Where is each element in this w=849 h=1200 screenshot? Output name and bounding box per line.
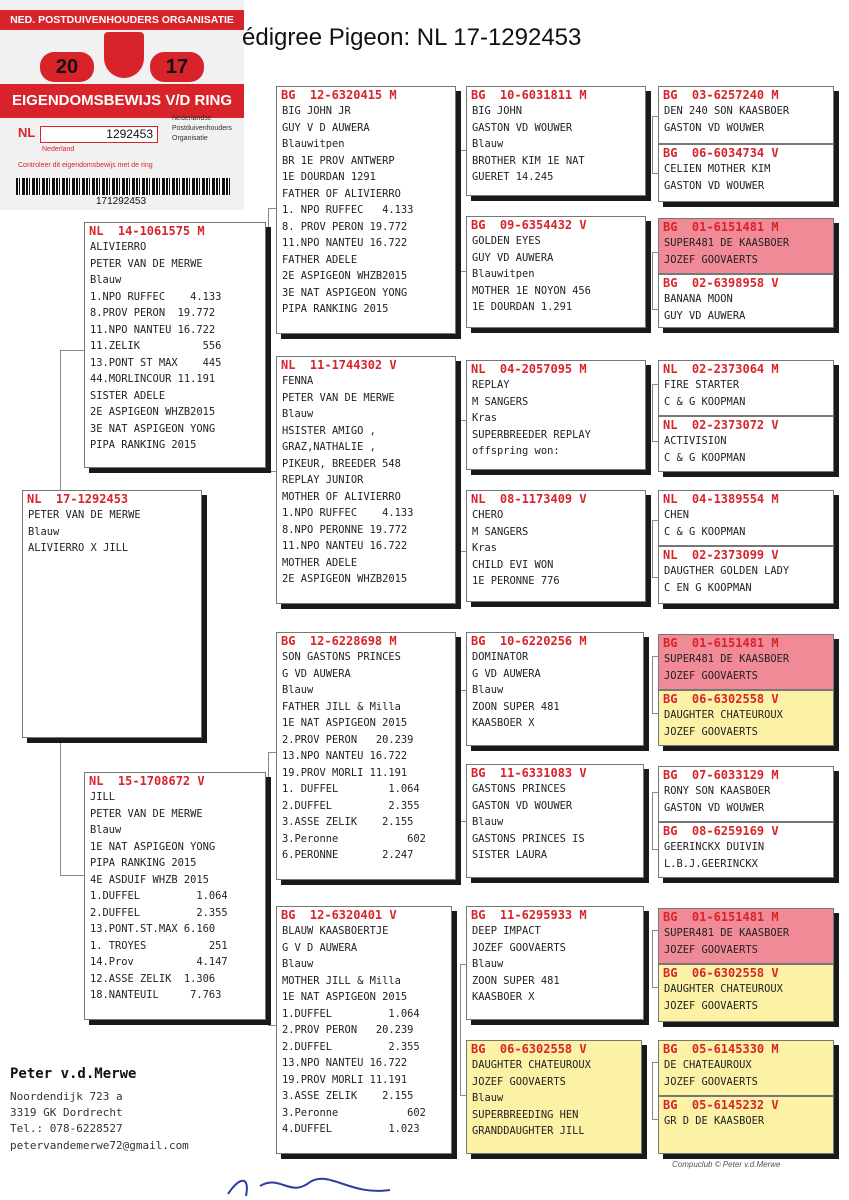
pigeon-info-line: GUY V D AUWERA xyxy=(282,121,370,134)
pedigree-card-g9 xyxy=(658,634,834,690)
year-right: 17 xyxy=(150,52,204,82)
pigeon-info-line: offspring won: xyxy=(472,445,560,457)
ring-number: BG 02-6398958 V xyxy=(663,276,779,290)
pigeon-info-line: JOZEF GOOVAERTS xyxy=(664,999,758,1012)
ring-number: BG 05-6145232 V xyxy=(663,1098,779,1112)
ring-number: BG 01-6151481 M xyxy=(663,220,779,234)
pigeon-info-line: 1. DUFFEL 1.064 xyxy=(282,783,420,795)
pigeon-info-line: CELIEN MOTHER KIM xyxy=(664,163,771,175)
pedigree-card-g5 xyxy=(658,360,834,416)
pigeon-info-line: GASTON VD WOUWER xyxy=(664,179,765,192)
pedigree-card-sss xyxy=(466,86,646,196)
pigeon-info-line: JOZEF GOOVAERTS xyxy=(472,941,566,954)
pigeon-info-line: 1E PERONNE 776 xyxy=(472,575,560,587)
pigeon-info-line: PIPA RANKING 2015 xyxy=(282,303,389,315)
pigeon-info-line: DEN 240 SON KAASBOER xyxy=(664,105,790,117)
breeder-address-1: Noordendijk 723 a xyxy=(10,1090,123,1103)
pigeon-info-line: PETER VAN DE MERWE xyxy=(90,807,203,820)
pigeon-info-line: ZOON SUPER 481 xyxy=(472,974,560,987)
ring-number: NL 02-2373064 M xyxy=(663,362,779,376)
pedigree-card-dds xyxy=(466,906,644,1020)
pedigree-card-dsd xyxy=(466,764,644,878)
pigeon-info-line: PETER VAN DE MERWE xyxy=(282,391,395,404)
org-line: Organisatie xyxy=(172,135,208,142)
org-line: Postduivenhouders xyxy=(172,125,232,132)
ring-number: BG 05-6145330 M xyxy=(663,1042,779,1056)
pigeon-info-line: 8.PROV PERON 19.772 xyxy=(90,307,216,319)
pigeon-info-line: DE CHATEAUROUX xyxy=(664,1059,752,1071)
pigeon-info-line: BLAUW KAASBOERTJE xyxy=(282,925,389,937)
ownership-control: Controleer dit eigendomsbewijs met de ring xyxy=(18,162,153,169)
pigeon-info-line: 8.NPO PERONNE 19.772 xyxy=(282,523,408,536)
pedigree-card-ds xyxy=(276,632,456,880)
ring-number: NL 17-1292453 xyxy=(27,492,129,506)
pigeon-info-line: Blauw xyxy=(282,408,314,420)
pedigree-card-ssd xyxy=(466,216,646,328)
ring-number: BG 12-6320401 V xyxy=(281,908,397,922)
pedigree-card-sire xyxy=(84,222,266,468)
pigeon-info-line: KAASBOER X xyxy=(472,717,535,729)
page-title: édigree Pigeon: NL 17-1292453 xyxy=(242,24,582,51)
pigeon-info-line: 2E ASPIGEON WHZB2015 xyxy=(282,270,408,282)
pigeon-info-line: JILL xyxy=(90,791,116,803)
pigeon-info-line: GUY VD AUWERA xyxy=(472,251,554,264)
pigeon-info-line: MOTHER 1E NOYON 456 xyxy=(472,284,591,297)
pigeon-info-line: C & G KOOPMAN xyxy=(664,395,746,408)
breeder-name: Peter v.d.Merwe xyxy=(10,1066,137,1082)
pedigree-card-sdd xyxy=(466,490,646,602)
pigeon-info-line: 1E DOURDAN 1.291 xyxy=(472,301,573,313)
pigeon-info-line: CHILD EVI WON xyxy=(472,558,554,571)
pigeon-info-line: 2.PROV PERON 20.239 xyxy=(282,1024,414,1036)
pigeon-info-line: 11.NPO NANTEU 16.722 xyxy=(90,323,216,336)
pigeon-info-line: BIG JOHN xyxy=(472,105,523,117)
pigeon-info-line: Blauw xyxy=(472,1092,504,1104)
ring-number: BG 11-6331083 V xyxy=(471,766,587,780)
pigeon-info-line: 6.PERONNE 2.247 xyxy=(282,849,414,861)
pigeon-info-line: Blauw xyxy=(90,824,122,836)
pigeon-info-line: FATHER JILL & Milla xyxy=(282,700,401,713)
pigeon-info-line: JOZEF GOOVAERTS xyxy=(472,1075,566,1088)
ownership-band: EIGENDOMSBEWIJS V/D RING xyxy=(0,84,244,118)
pigeon-info-line: FATHER ADELE xyxy=(282,253,358,266)
pigeon-info-line: DAUGTHER GOLDEN LADY xyxy=(664,565,790,577)
pedigree-card-sds xyxy=(466,360,646,470)
pigeon-info-line: C & G KOOPMAN xyxy=(664,451,746,464)
pigeon-info-line: 2E ASPIGEON WHZB2015 xyxy=(282,573,408,585)
pigeon-info-line: SISTER ADELE xyxy=(90,389,166,402)
ownership-country: NL xyxy=(18,125,36,140)
pedigree-card-g1 xyxy=(658,86,834,144)
pigeon-info-line: GRANDDAUGHTER JILL xyxy=(472,1125,585,1137)
pigeon-info-line: 19.PROV MORLI 11.191 xyxy=(282,1073,408,1086)
pedigree-card-g10 xyxy=(658,690,834,746)
pigeon-info-line: Blauw xyxy=(28,525,60,538)
pigeon-info-line: 1E NAT ASPIGEON 2015 xyxy=(282,717,408,729)
pigeon-info-line: ACTIVISION xyxy=(664,435,727,447)
pedigree-card-ss xyxy=(276,86,456,334)
pedigree-card-g8 xyxy=(658,546,834,604)
ring-number: BG 09-6354432 V xyxy=(471,218,587,232)
pigeon-info-line: 1.DUFFEL 1.064 xyxy=(282,1007,420,1020)
pigeon-info-line: PETER VAN DE MERWE xyxy=(28,509,141,521)
pigeon-info-line: SUPER481 DE KAASBOER xyxy=(664,653,790,665)
pigeon-info-line: CHEN xyxy=(664,509,690,521)
pigeon-info-line: 18.NANTEUIL 7.763 xyxy=(90,989,222,1001)
pigeon-info-line: G VD AUWERA xyxy=(282,667,351,680)
pigeon-info-line: Blauw xyxy=(472,138,504,150)
pigeon-info-line: FIRE STARTER xyxy=(664,379,740,391)
pigeon-info-line: SUPER481 DE KAASBOER xyxy=(664,237,790,249)
pigeon-info-line: SON GASTONS PRINCES xyxy=(282,651,401,663)
pigeon-info-line: 1. NPO RUFFEC 4.133 xyxy=(282,204,414,216)
pigeon-info-line: 12.ASSE ZELIK 1.306 xyxy=(90,972,216,985)
pedigree-card-g15 xyxy=(658,1040,834,1096)
pigeon-info-line: JOZEF GOOVAERTS xyxy=(664,725,758,738)
pigeon-info-line: BROTHER KIM 1E NAT xyxy=(472,154,585,167)
pigeon-info-line: L.B.J.GEERINCKX xyxy=(664,857,758,870)
pigeon-info-line: 3.Peronne 602 xyxy=(282,1106,426,1119)
pedigree-card-dss xyxy=(466,632,644,746)
pigeon-info-line: 44.MORLINCOUR 11.191 xyxy=(90,373,216,385)
pedigree-card-subject xyxy=(22,490,202,738)
pigeon-info-line: Blauw xyxy=(282,684,314,696)
ring-number: BG 10-6220256 M xyxy=(471,634,587,648)
pigeon-info-line: DAUGHTER CHATEUROUX xyxy=(664,983,783,995)
ring-number: NL 14-1061575 M xyxy=(89,224,205,238)
pigeon-info-line: 3.ASSE ZELIK 2.155 xyxy=(282,816,414,828)
pigeon-info-line: GASTON VD WOUWER xyxy=(472,799,573,812)
pigeon-info-line: DOMINATOR xyxy=(472,651,529,663)
pedigree-card-g7 xyxy=(658,490,834,546)
pigeon-info-line: 11.NPO NANTEU 16.722 xyxy=(282,237,408,249)
ring-number: BG 01-6151481 M xyxy=(663,910,779,924)
pedigree-card-g14 xyxy=(658,964,834,1022)
pigeon-info-line: 14.Prov 4.147 xyxy=(90,956,228,968)
pigeon-info-line: JOZEF GOOVAERTS xyxy=(664,253,758,266)
ownership-country-name: Nederland xyxy=(42,146,75,153)
ownership-org-lines xyxy=(172,114,232,144)
pedigree-card-sd xyxy=(276,356,456,604)
pigeon-info-line: PETER VAN DE MERWE xyxy=(90,257,203,270)
pigeon-info-line: Blauwitpen xyxy=(282,138,345,150)
pigeon-info-line: 3E NAT ASPIGEON YONG xyxy=(90,422,216,435)
pigeon-info-line: HSISTER AMIGO , xyxy=(282,424,376,437)
pedigree-card-g2 xyxy=(658,144,834,202)
ring-number: BG 08-6259169 V xyxy=(663,824,779,838)
org-line: Nederlandse xyxy=(172,115,212,122)
pigeon-info-line: BR 1E PROV ANTWERP xyxy=(282,154,395,167)
ownership-org: NED. POSTDUIVENHOUDERS ORGANISATIE xyxy=(0,10,244,30)
ring-number: BG 06-6302558 V xyxy=(663,692,779,706)
pigeon-info-line: FATHER OF ALIVIERRO xyxy=(282,187,401,200)
pigeon-info-line: 2.DUFFEL 2.355 xyxy=(282,799,420,812)
ring-number: NL 04-2057095 M xyxy=(471,362,587,376)
ring-number: NL 02-2373099 V xyxy=(663,548,779,562)
breeder-address-2: 3319 GK Dordrecht xyxy=(10,1106,123,1119)
ring-number: NL 02-2373072 V xyxy=(663,418,779,432)
ring-number: NL 11-1744302 V xyxy=(281,358,397,372)
pigeon-info-line: 3.Peronne 602 xyxy=(282,832,426,845)
pigeon-info-line: 1.NPO RUFFEC 4.133 xyxy=(282,507,414,519)
ring-number: BG 01-6151481 M xyxy=(663,636,779,650)
pigeon-info-line: GUY VD AUWERA xyxy=(664,309,746,322)
pigeon-info-line: MOTHER JILL & Milla xyxy=(282,974,401,987)
barcode-icon xyxy=(16,178,230,195)
pigeon-info-line: C & G KOOPMAN xyxy=(664,525,746,538)
pigeon-info-line: 1E NAT ASPIGEON YONG xyxy=(90,840,216,853)
pigeon-info-line: 1E NAT ASPIGEON 2015 xyxy=(282,991,408,1003)
pigeon-info-line: 11.ZELIK 556 xyxy=(90,340,222,352)
pigeon-info-line: Blauw xyxy=(472,816,504,828)
lion-shield-icon xyxy=(104,32,144,78)
pigeon-info-line: ALIVIERRO xyxy=(90,241,147,253)
pigeon-info-line: FENNA xyxy=(282,375,314,387)
pigeon-info-line: BANANA MOON xyxy=(664,293,733,305)
ring-number: BG 06-6034734 V xyxy=(663,146,779,160)
pigeon-info-line: SUPERBREEDING HEN xyxy=(472,1108,579,1121)
breeder-email: petervandemerwe72@gmail.com xyxy=(10,1139,189,1152)
pigeon-info-line: BIG JOHN JR xyxy=(282,105,351,117)
pigeon-info-line: SUPERBREEDER REPLAY xyxy=(472,428,591,441)
pigeon-info-line: 1E DOURDAN 1291 xyxy=(282,171,376,183)
pigeon-info-line: 13.PONT ST MAX 445 xyxy=(90,356,222,369)
pigeon-info-line: Kras xyxy=(472,542,498,554)
pigeon-info-line: 2.DUFFEL 2.355 xyxy=(282,1040,420,1053)
pigeon-info-line: KAASBOER X xyxy=(472,991,535,1003)
pigeon-info-line: DAUGHTER CHATEUROUX xyxy=(664,709,783,721)
pigeon-info-line: 1.DUFFEL 1.064 xyxy=(90,890,228,902)
pigeon-info-line: GRAZ,NATHALIE , xyxy=(282,441,376,453)
ring-number: BG 12-6228698 M xyxy=(281,634,397,648)
ring-number: BG 10-6031811 M xyxy=(471,88,587,102)
ownership-ring: 1292453 xyxy=(40,126,158,143)
pedigree-card-g11 xyxy=(658,766,834,822)
pigeon-info-line: MOTHER ADELE xyxy=(282,556,358,569)
pedigree-card-g4 xyxy=(658,274,834,328)
pigeon-info-line: 3E NAT ASPIGEON YONG xyxy=(282,286,408,299)
pigeon-info-line: GR D DE KAASBOER xyxy=(664,1115,765,1127)
pigeon-info-line: MOTHER OF ALIVIERRO xyxy=(282,490,401,503)
pigeon-info-line: Blauw xyxy=(282,958,314,970)
ring-number: NL 04-1389554 M xyxy=(663,492,779,506)
pigeon-info-line: G VD AUWERA xyxy=(472,667,541,680)
pigeon-info-line: JOZEF GOOVAERTS xyxy=(664,1075,758,1088)
pedigree-card-ddd xyxy=(466,1040,642,1154)
pigeon-info-line: PIPA RANKING 2015 xyxy=(90,857,197,869)
pigeon-info-line: PIPA RANKING 2015 xyxy=(90,439,197,451)
pedigree-card-g16 xyxy=(658,1096,834,1154)
pedigree-card-g13 xyxy=(658,908,834,964)
pigeon-info-line: G V D AUWERA xyxy=(282,941,358,954)
pedigree-card-dd xyxy=(276,906,452,1154)
pigeon-info-line: C EN G KOOPMAN xyxy=(664,581,752,594)
ring-number: BG 11-6295933 M xyxy=(471,908,587,922)
pigeon-info-line: Blauw xyxy=(472,684,504,696)
pigeon-info-line: GEERINCKX DUIVIN xyxy=(664,841,765,853)
pigeon-info-line: 13.NPO NANTEU 16.722 xyxy=(282,1057,408,1069)
pigeon-info-line: DAUGHTER CHATEUROUX xyxy=(472,1059,591,1071)
pigeon-info-line: 4E ASDUIF WHZB 2015 xyxy=(90,873,209,886)
pigeon-info-line: GOLDEN EYES xyxy=(472,235,541,247)
pigeon-info-line: GUERET 14.245 xyxy=(472,171,554,183)
pigeon-info-line: 4.DUFFEL 1.023 xyxy=(282,1123,420,1135)
pigeon-info-line: 1. TROYES 251 xyxy=(90,939,228,952)
pigeon-info-line: 13.PONT.ST.MAX 6.160 xyxy=(90,923,216,935)
pigeon-info-line: 2.DUFFEL 2.355 xyxy=(90,906,228,919)
pigeon-info-line: JOZEF GOOVAERTS xyxy=(664,669,758,682)
pigeon-info-line: DEEP IMPACT xyxy=(472,925,541,937)
pigeon-info-line: Blauw xyxy=(472,958,504,970)
pigeon-info-line: RONY SON KAASBOER xyxy=(664,785,771,797)
pigeon-info-line: REPLAY xyxy=(472,379,510,391)
pigeon-info-line: M SANGERS xyxy=(472,395,529,408)
pigeon-info-line: M SANGERS xyxy=(472,525,529,538)
copyright: Compuclub © Peter v.d.Merwe xyxy=(672,1160,781,1169)
pigeon-info-line: 13.NPO NANTEU 16.722 xyxy=(282,750,408,762)
ring-number: BG 06-6302558 V xyxy=(663,966,779,980)
barcode-number: 171292453 xyxy=(96,196,147,207)
year-left: 20 xyxy=(40,52,94,82)
pigeon-info-line: 19.PROV MORLI 11.191 xyxy=(282,766,408,779)
pigeon-info-line: 11.NPO NANTEU 16.722 xyxy=(282,540,408,552)
pigeon-info-line: 2.PROV PERON 20.239 xyxy=(282,733,414,746)
pigeon-info-line: 8. PROV PERON 19.772 xyxy=(282,220,408,233)
pigeon-info-line: 1.NPO RUFFEC 4.133 xyxy=(90,290,222,303)
pigeon-info-line: SISTER LAURA xyxy=(472,849,548,861)
pigeon-info-line: Blauw xyxy=(90,274,122,286)
pigeon-info-line: JOZEF GOOVAERTS xyxy=(664,943,758,956)
ring-number: NL 08-1173409 V xyxy=(471,492,587,506)
pigeon-info-line: GASTON VD WOUWER xyxy=(472,121,573,134)
ring-number: BG 06-6302558 V xyxy=(471,1042,587,1056)
pigeon-info-line: 2E ASPIGEON WHZB2015 xyxy=(90,406,216,418)
breeder-phone: Tel.: 078-6228527 xyxy=(10,1122,123,1135)
pedigree-card-g3 xyxy=(658,218,834,274)
pigeon-info-line: SUPER481 DE KAASBOER xyxy=(664,927,790,939)
pedigree-card-g6 xyxy=(658,416,834,472)
pigeon-info-line: CHERO xyxy=(472,509,504,521)
ring-number: NL 15-1708672 V xyxy=(89,774,205,788)
pigeon-info-line: GASTON VD WOUWER xyxy=(664,801,765,814)
signature-icon xyxy=(220,1172,400,1200)
pigeon-info-line: 3.ASSE ZELIK 2.155 xyxy=(282,1090,414,1102)
pigeon-info-line: GASTONS PRINCES xyxy=(472,783,566,795)
pigeon-info-line: Blauwitpen xyxy=(472,268,535,280)
pedigree-card-dam xyxy=(84,772,266,1020)
pigeon-info-line: Kras xyxy=(472,412,498,424)
pigeon-info-line: PIKEUR, BREEDER 548 xyxy=(282,457,401,470)
ring-number: BG 07-6033129 M xyxy=(663,768,779,782)
ring-number: BG 12-6320415 M xyxy=(281,88,397,102)
pigeon-info-line: GASTONS PRINCES IS xyxy=(472,832,585,845)
pigeon-info-line: REPLAY JUNIOR xyxy=(282,474,364,486)
pigeon-info-line: ZOON SUPER 481 xyxy=(472,700,560,713)
pedigree-card-g12 xyxy=(658,822,834,878)
pigeon-info-line: GASTON VD WOUWER xyxy=(664,121,765,134)
pigeon-info-line: ALIVIERRO X JILL xyxy=(28,542,129,554)
ring-number: BG 03-6257240 M xyxy=(663,88,779,102)
ownership-certificate xyxy=(0,0,244,210)
